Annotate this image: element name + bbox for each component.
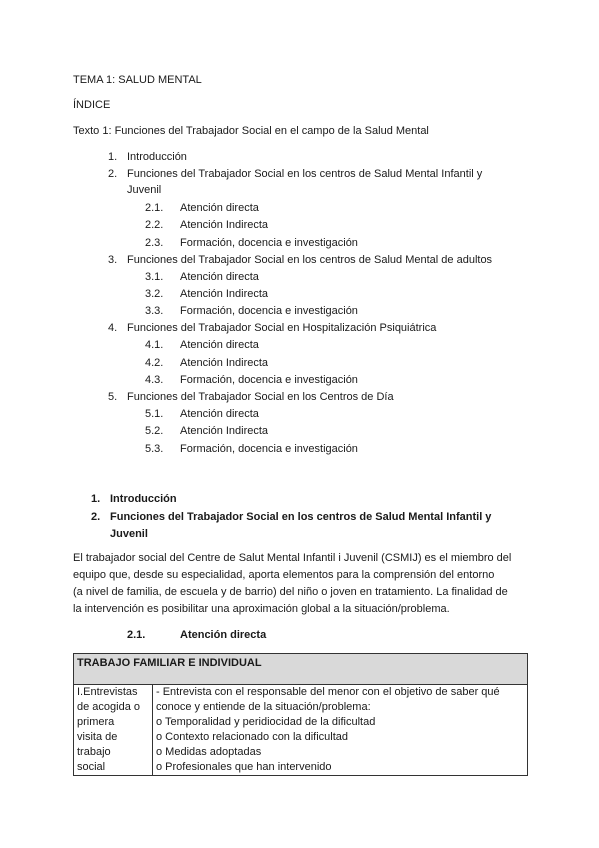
index-number: 1. (108, 151, 118, 163)
paragraph-line: equipo que, desde su especialidad, aporta elementos para la comprensión del entorno (73, 569, 495, 581)
subindex-number: 3.3. (145, 305, 164, 317)
paragraph-line: (a nivel de familia, de escuela y de barrio) del niño o joven en tratamiento. La finalidad de (73, 586, 508, 598)
subindex-item: Atención Indirecta (180, 425, 269, 437)
index-number: 2. (108, 168, 118, 180)
subindex-item: Atención directa (180, 408, 259, 420)
paragraph-line: la intervención es posibilitar una aproximación global a la situación/problema. (73, 603, 450, 615)
subindex-number: 5.3. (145, 443, 164, 455)
subsection-heading: Atención directa (180, 629, 267, 641)
table-row (74, 685, 528, 776)
family-work-table (73, 653, 528, 776)
subindex-item: Formación, docencia e investigación (180, 305, 358, 317)
paragraph-line: El trabajador social del Centre de Salut Mental Infantil i Juvenil (CSMIJ) es el miembro del (73, 552, 512, 564)
subindex-item: Atención directa (180, 202, 259, 214)
subindex-number: 3.1. (145, 271, 164, 283)
table-header: TRABAJO FAMILIAR E INDIVIDUAL (74, 654, 528, 685)
index-item-continuation: Juvenil (127, 184, 162, 196)
index-number: 3. (108, 254, 118, 266)
subindex-number: 4.2. (145, 357, 164, 369)
section-heading: Funciones del Trabajador Social en los centros de Salud Mental Infantil y (110, 511, 492, 523)
index-item: Introducción (127, 151, 187, 163)
subindex-number: 5.1. (145, 408, 164, 420)
subindex-item: Atención directa (180, 339, 259, 351)
subindex-item: Atención Indirecta (180, 357, 269, 369)
subindex-number: 2.3. (145, 237, 164, 249)
subindex-number: 2.1. (145, 202, 164, 214)
index-heading: ÍNDICE (73, 99, 111, 111)
section-number: 2. (91, 511, 101, 523)
index-item: Funciones del Trabajador Social en los Centros de Día (127, 391, 394, 403)
text-heading: Texto 1: Funciones del Trabajador Social en el campo de la Salud Mental (73, 125, 429, 137)
subindex-item: Atención Indirecta (180, 288, 269, 300)
subindex-item: Atención directa (180, 271, 259, 283)
body-paragraph (73, 550, 531, 618)
subindex-item: Formación, docencia e investigación (180, 374, 358, 386)
table-row-content: - Entrevista con el responsable del menor con el objetivo de saber qué conoce y entiende de la situación/problema: o Temporalidad y peridiocidad de la dificultad o Contexto relacionado con la dificultad o Medidas adoptadas o Profesionales que han intervenido (153, 685, 528, 776)
index-number: 4. (108, 322, 118, 334)
index-item: Funciones del Trabajador Social en los centros de Salud Mental Infantil y (127, 168, 483, 180)
section-number: 1. (91, 493, 101, 505)
section-heading-continuation: Juvenil (110, 528, 148, 540)
table-row-label: I.Entrevistas de acogida o primera visita de trabajo social (74, 685, 153, 776)
index-item: Funciones del Trabajador Social en los centros de Salud Mental de adultos (127, 254, 493, 266)
subsection-number: 2.1. (127, 629, 146, 641)
subindex-number: 4.1. (145, 339, 164, 351)
subindex-item: Atención Indirecta (180, 219, 269, 231)
subindex-number: 5.2. (145, 425, 164, 437)
document-title: TEMA 1: SALUD MENTAL (73, 74, 202, 86)
subindex-number: 4.3. (145, 374, 164, 386)
index-number: 5. (108, 391, 118, 403)
subindex-item: Formación, docencia e investigación (180, 443, 358, 455)
subindex-number: 3.2. (145, 288, 164, 300)
subindex-item: Formación, docencia e investigación (180, 237, 358, 249)
section-heading: Introducción (110, 493, 177, 505)
subindex-number: 2.2. (145, 219, 164, 231)
index-item: Funciones del Trabajador Social en Hospitalización Psiquiátrica (127, 322, 437, 334)
